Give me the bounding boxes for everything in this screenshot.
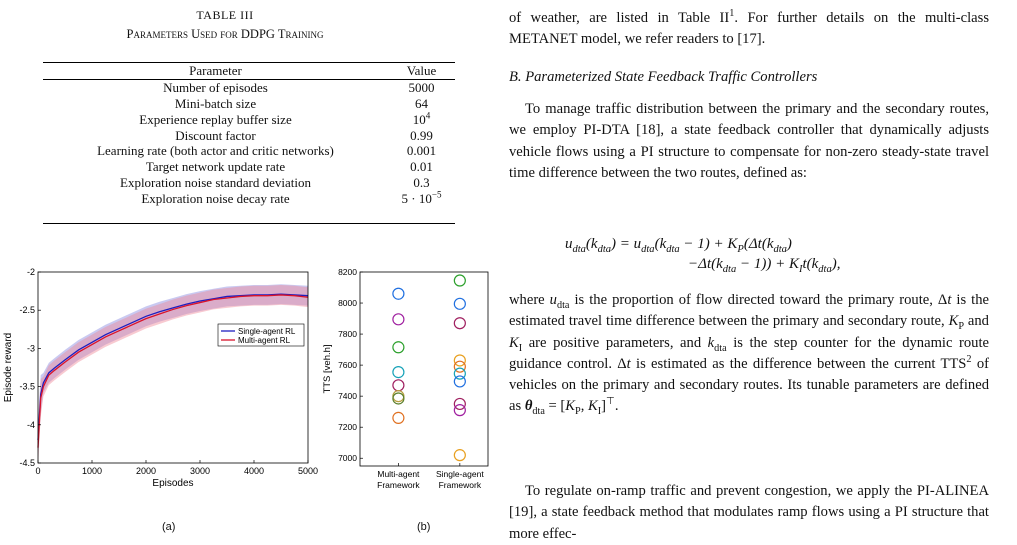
plot-frame: [360, 272, 488, 466]
data-point: [393, 314, 404, 325]
param-name: Target network update rate: [145, 159, 286, 175]
y-tick-label: -2.5: [19, 305, 35, 316]
series-band: [38, 285, 308, 467]
y-tick-label: -2: [26, 267, 35, 277]
table-row: [43, 143, 455, 159]
x-tick-label: 3000: [189, 466, 211, 476]
y-tick-label: 7800: [338, 329, 357, 340]
y-tick-label: 7200: [338, 422, 357, 433]
data-point: [454, 398, 465, 409]
data-point: [454, 275, 465, 286]
param-name: Number of episodes: [163, 80, 268, 96]
y-tick-label: 8200: [338, 267, 357, 277]
param-name: Exploration noise standard deviation: [120, 174, 311, 190]
y-tick-label: 7400: [338, 391, 357, 402]
legend-label: Multi-agent RL: [238, 336, 291, 345]
param-value: 0.001: [406, 143, 437, 159]
param-value: 0.99: [410, 127, 433, 143]
data-point: [393, 393, 404, 404]
table-bottom-rule: [43, 223, 455, 224]
x-axis-label: Episodes: [152, 478, 194, 489]
y-tick-label: 8000: [338, 298, 357, 309]
paragraph-weather: of weather, are listed in Table $II^1$. For further details on the multi-class METANET model, we refer readers to [17].: [509, 8, 989, 48]
legend-label: Single-agent RL: [238, 327, 296, 336]
data-point: [454, 298, 465, 309]
table-row: [43, 175, 455, 191]
data-point: [454, 405, 465, 416]
x-tick-label: 0: [35, 466, 41, 476]
data-point: [454, 355, 465, 366]
footnote-mark: 1: [729, 8, 735, 20]
figure-b-caption: (b): [417, 521, 431, 533]
table-row: [43, 127, 455, 143]
y-tick-label: 7600: [338, 360, 357, 371]
y-tick-label: 7000: [338, 453, 357, 464]
tts-scatter-chart: [318, 262, 496, 522]
category-label: Framework: [438, 480, 482, 490]
equation-u-dta: $u_{dta}(k_{dta}) = u_{dta}(k_{dta} - 1) + K_P(\Delta t(k_{dta})$ $-\Delta t(k_{dta} - 1)) + K_It(k_{dta})$,: [565, 236, 841, 275]
table-number: TABLE III: [196, 8, 254, 22]
parameters-table: [43, 63, 455, 206]
table-row: [43, 190, 455, 206]
param-value: 64: [415, 95, 428, 111]
param-name: Mini-batch size: [174, 95, 257, 111]
data-point: [393, 380, 404, 391]
y-tick-label: -3: [26, 343, 35, 354]
table-row: [43, 159, 455, 175]
y-tick-label: -4.5: [19, 458, 35, 468]
paragraph-alinea: To regulate on-ramp traffic and prevent congestion, we apply the PI-ALINEA [19], a state feedback method that modulates ramp flows using a PI structure that more effec-: [509, 483, 989, 542]
data-point: [393, 288, 404, 299]
table-row: [43, 79, 455, 95]
x-tick-label: 1000: [81, 466, 103, 476]
data-point: [454, 450, 465, 461]
data-point: [454, 318, 465, 329]
table-row: [43, 111, 455, 127]
param-name: Learning rate (both actor and critic networks): [97, 143, 334, 159]
paragraph-pi-dta: To manage traffic distribution between the primary and the secondary routes, we employ PI-DTA [18], a state feedback controller that dynamically adjusts vehicle flows using a PI structure to compensate for non-zero steady-state travel time difference between the two routes, defined as:: [509, 101, 989, 181]
y-axis-label: TTS [veh.h]: [322, 344, 333, 394]
param-value: 0.01: [410, 159, 433, 175]
param-name: Exploration noise decay rate: [141, 190, 290, 206]
param-value-math: $10^4$: [412, 110, 431, 127]
table-title: Parameters Used for DDPG Training: [126, 27, 324, 41]
param-name: Experience replay buffer size: [139, 111, 292, 127]
x-tick-label: 5000: [297, 466, 319, 476]
paragraph-where: where $u_{dta}$ is the proportion of flow directed toward the primary route, Δt is the estimated travel time difference between the primary and secondary route, $K_P$ and $K_I$ are positive parameters, and $k_{dta}$ is the step counter for the dynamic route guidance control. Δt is estimated as the difference between the current TTS$^2$ of vehicles on the primary and secondary routes. Its tunable parameters are defined as $\theta_{dta} = [K_P$, $K_I]^⊤$.: [509, 292, 989, 418]
x-tick-label: 2000: [135, 466, 157, 476]
x-tick-label: 4000: [243, 466, 265, 476]
data-point: [454, 376, 465, 387]
table-header-row: [43, 63, 455, 79]
y-tick-label: -3.5: [19, 381, 35, 392]
data-point: [393, 412, 404, 423]
data-point: [393, 342, 404, 353]
category-label: Multi-agent: [377, 469, 420, 479]
param-name: Discount factor: [175, 127, 256, 143]
category-label: Framework: [377, 480, 420, 490]
category-label: Single-agent: [435, 469, 484, 479]
episode-reward-chart: [0, 262, 330, 522]
param-value-math: $5 \cdot 10^{-5}$: [401, 189, 442, 206]
figure-a-caption: (a): [162, 521, 176, 533]
column-header-parameter: Parameter: [43, 63, 388, 79]
column-header-value: Value: [388, 63, 455, 79]
param-value: 5000: [408, 80, 435, 96]
y-tick-label: -4: [26, 419, 35, 430]
param-value: 0.3: [413, 174, 430, 190]
y-axis-label: Episode reward: [3, 332, 14, 403]
section-heading: B. Parameterized State Feedback Traffic Controllers: [509, 69, 818, 85]
table-row: [43, 96, 455, 112]
data-point: [393, 391, 404, 402]
data-point: [393, 367, 404, 378]
